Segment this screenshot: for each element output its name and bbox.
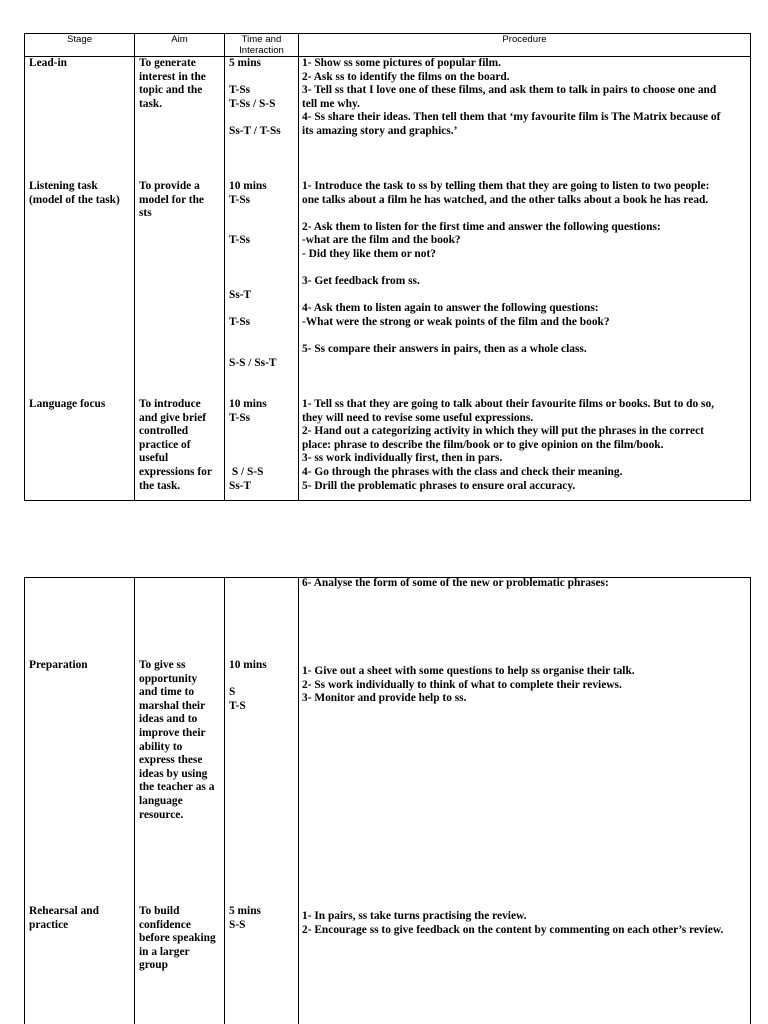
time-interaction-cell: 10 mins T-Ss S / S-S Ss-T (229, 398, 267, 492)
aim-cell: To introduce and give brief controlled practice of useful expressions for the task. (139, 398, 212, 492)
table2-col-divider-time (224, 577, 225, 1024)
procedure-cell: 1- Introduce the task to ss by telling them that they are going to listen to two people: one talks about a film he has watched, and the other talks about a book he has read. 2- Ask them to listen for the first time and answer the following questions: -what are the film and the book? - Did they like them or not? 3- Get feedback from ss. 4- Ask them to listen again to answer the following questions: -What were the strong or weak points of the film and the book? 5- Ss compare their answers in pairs, then as a whole class. (302, 180, 710, 356)
procedure-continuation: 6- Analyse the form of some of the new or problematic phrases: (302, 577, 609, 589)
table1-border-right (750, 33, 751, 501)
header-stage: Stage (66, 34, 93, 45)
table2-col-divider-aim (134, 577, 135, 1024)
table1-border-left (24, 33, 25, 501)
table1-col-divider-time (224, 33, 225, 501)
aim-cell: To generate interest in the topic and the task. (139, 57, 206, 110)
header-time-interaction: Time and Interaction (239, 34, 284, 56)
time-interaction-cell: 10 mins T-Ss T-Ss Ss-T T-Ss S-S / Ss-T (229, 180, 277, 369)
stage-cell: Lead-in (29, 57, 67, 69)
procedure-cell: 1- In pairs, ss take turns practising the review. 2- Encourage ss to give feedback on the content by commenting on each other’s review. (302, 910, 724, 936)
stage-cell: Preparation (29, 659, 88, 671)
aim-cell: To provide a model for the sts (139, 180, 204, 220)
stage-cell: Listening task (model of the task) (29, 180, 120, 206)
stage-cell: Language focus (29, 398, 106, 410)
stage-cell: Rehearsal and practice (29, 905, 99, 931)
table1-col-divider-aim (134, 33, 135, 501)
table2-border-right (750, 577, 751, 1024)
procedure-cell: 1- Show ss some pictures of popular film. 2- Ask ss to identify the films on the board. 3- Tell ss that I love one of these films, and ask them to talk in pairs to choose one and tell me why. 4- Ss share their ideas. Then tell them that ‘my favourite film is The Matrix because of its amazing story and graphics.’ (302, 57, 721, 137)
procedure-cell: 1- Tell ss that they are going to talk about their favourite films or books. But to do so, they will need to revise some useful expressions. 2- Hand out a categorizing activity in which they will put the phrases in the correct place: phrase to describe the film/book or to give opinion on the film/book. 3- ss work individually first, then in pars. 4- Go through the phrases with the class and check their meaning. 5- Drill the problematic phrases to ensure oral accuracy. (302, 398, 714, 492)
aim-cell: To give ss opportunity and time to marshal their ideas and to improve their ability to express these ideas by using the teacher as a language resource. (139, 659, 215, 821)
time-interaction-cell: 5 mins T-Ss T-Ss / S-S Ss-T / T-Ss (229, 57, 281, 137)
table1-col-divider-procedure (298, 33, 299, 501)
time-interaction-cell: 5 mins S-S (229, 905, 261, 931)
table2-col-divider-procedure (298, 577, 299, 1024)
header-aim: Aim (171, 34, 188, 45)
aim-cell: To build confidence before speaking in a larger group (139, 905, 216, 972)
header-procedure: Procedure (502, 34, 547, 45)
table2-border-left (24, 577, 25, 1024)
time-interaction-cell: 10 mins S T-S (229, 659, 267, 712)
procedure-cell: 1- Give out a sheet with some questions to help ss organise their talk. 2- Ss work individually to think of what to complete their reviews. 3- Monitor and provide help to ss. (302, 665, 635, 705)
